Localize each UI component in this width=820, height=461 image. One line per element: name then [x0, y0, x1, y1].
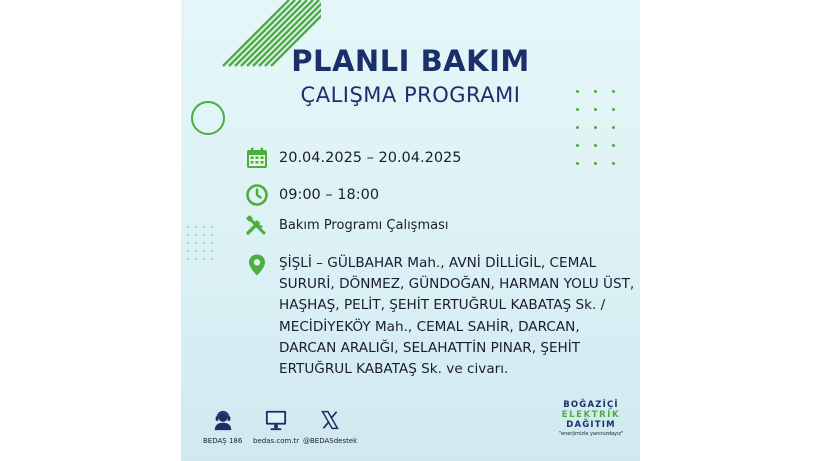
logo-line-2: ELEKTRİK	[561, 410, 621, 420]
time-row	[245, 183, 379, 207]
date-range-text: 20.04.2025 – 20.04.2025	[279, 150, 462, 166]
work-type-row	[245, 214, 448, 238]
location-row	[245, 253, 639, 380]
tools-icon	[245, 214, 269, 238]
date-row	[245, 146, 462, 170]
time-range-text: 09:00 – 18:00	[279, 187, 380, 203]
monitor-icon	[264, 409, 288, 431]
page-title: PLANLI BAKIM	[291, 44, 530, 78]
clock-icon	[245, 183, 269, 207]
phone-contact[interactable]	[203, 409, 242, 445]
x-logo-icon	[320, 409, 340, 431]
logo-tagline: "enerjimizle yanınızdayız"	[558, 431, 624, 437]
location-pin-icon	[245, 253, 269, 277]
support-agent-icon	[212, 409, 234, 431]
website-link[interactable]	[253, 409, 299, 445]
logo-line-3: DAĞITIM	[566, 420, 616, 430]
logo-line-1: BOĞAZİÇİ	[563, 400, 619, 410]
work-type-text: Bakım Programı Çalışması	[279, 218, 449, 233]
location-text: ŞİŞLİ – GÜLBAHAR Mah., AVNİ DİLLİGİL, CEMAL SURURİ, DÖNMEZ, GÜNDOĞAN, HARMAN YOLU ÜST, HAŞHAŞ, PELİT, ŞEHİT ERTUĞRUL KABATAŞ Sk. / MECİDİYEKÖY Mah., CEMAL SAHİR, DARCAN, DARCAN ARALIĞI, SELAHATTİN PINAR, ŞEHİT ERTUĞRUL KABATAŞ Sk. ve civarı.	[279, 255, 635, 378]
calendar-icon	[245, 146, 269, 170]
social-label: @BEDASdestek	[303, 437, 358, 445]
phone-label: BEDAŞ 186	[203, 437, 243, 445]
social-link[interactable]	[303, 409, 357, 445]
website-label: bedas.com.tr	[253, 437, 300, 445]
announcement-card	[181, 0, 640, 461]
page-subtitle: ÇALIŞMA PROGRAMI	[300, 83, 521, 107]
company-logo	[556, 400, 626, 437]
